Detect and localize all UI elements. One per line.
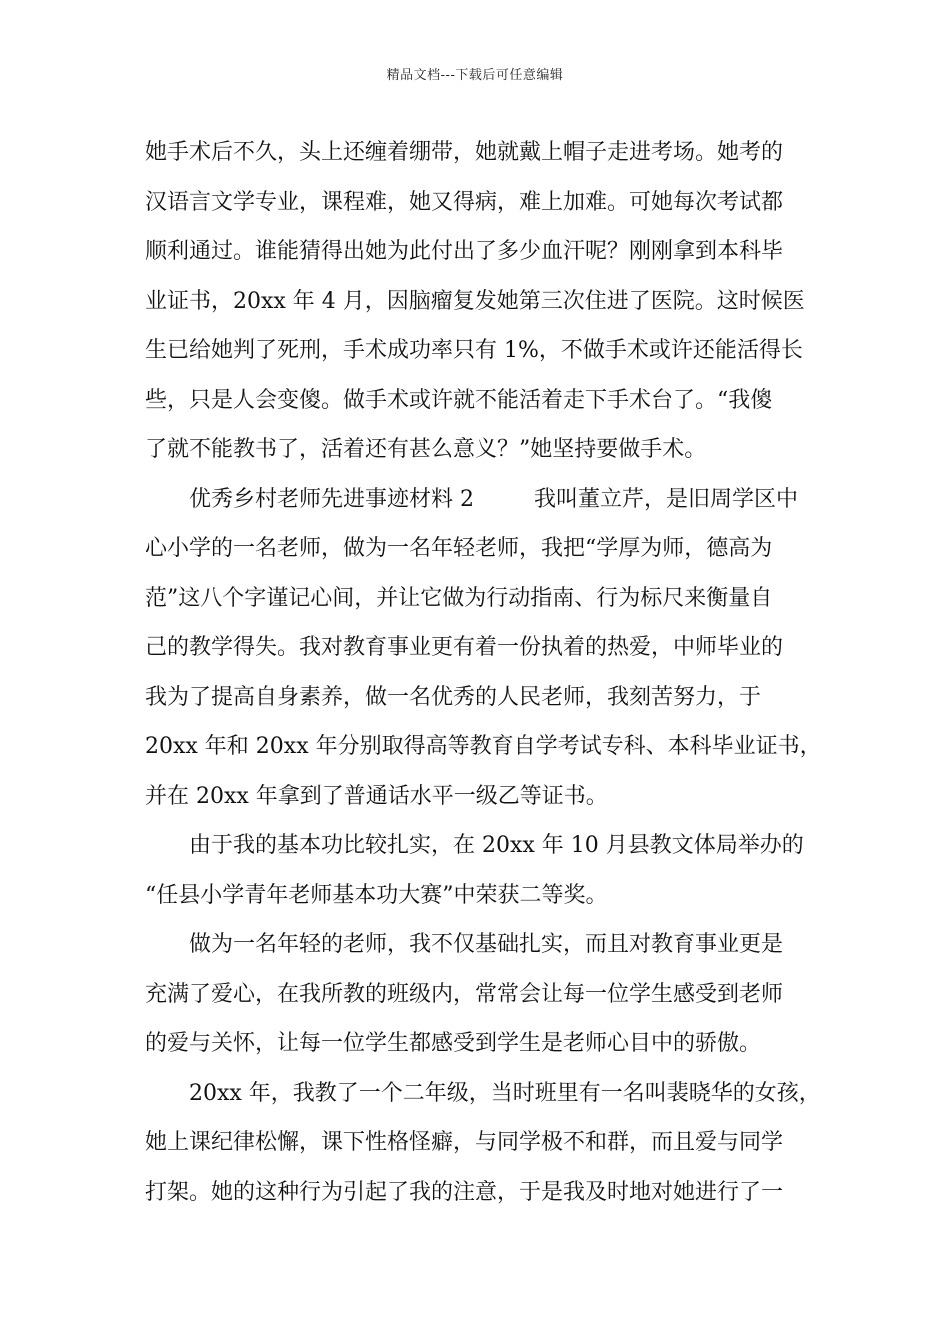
text-line: “任县小学青年老师基本功大赛”中荣获二等奖。 (145, 882, 608, 908)
text-line: 她手术后不久，头上还缠着绷带，她就戴上帽子走进考场。她考的 (145, 140, 784, 165)
text-line: 的爱与关怀，让每一位学生都感受到学生是老师心目中的骄傲。 (145, 1031, 762, 1056)
paragraph-1 (145, 128, 809, 475)
paragraph-2 (145, 475, 822, 822)
text-line: 打架。她的这种行为引起了我的注意，于是我及时地对她进行了一 (145, 1179, 784, 1205)
text-line: 由于我的基本功比较扎实，在 20xx 年 10 月县教文体局举办的 (189, 833, 804, 858)
text-line: 生已给她判了死刑，手术成功率只有 1%，不做手术或许还能活得长 (145, 338, 803, 363)
paragraph-4 (145, 920, 809, 1069)
text-line: 汉语言文学专业，课程难，她又得病，难上加难。可她每次考试都 (145, 189, 784, 215)
text-line: 做为一名年轻的老师，我不仅基础扎实，而且对教育事业更是 (189, 932, 784, 957)
paragraph-3 (145, 821, 809, 920)
text-line: 并在 20xx 年拿到了普通话水平一级乙等证书。 (145, 783, 608, 809)
page-header: 精品文档---下载后可任意编辑 (386, 68, 564, 83)
text-line: 了就不能教书了，活着还有甚么意义？”她坚持要做手术。 (145, 437, 707, 462)
text-line: 业证书，20xx 年 4 月，因脑瘤复发她第三次住进了医院。这时候医 (145, 288, 805, 314)
text-line: 己的教学得失。我对教育事业更有着一份执着的热爱，中师毕业的 (145, 635, 784, 660)
text-line: 20xx 年，我教了一个二年级，当时班里有一名叫裴晓华的女孩， (189, 1080, 821, 1106)
text-line: 我为了提高自身素养，做一名优秀的人民老师，我刻苦努力，于 (145, 684, 762, 710)
document-body (145, 128, 822, 1217)
section-heading: 优秀乡村老师先进事迹材料 2 (189, 486, 474, 512)
text-line (145, 475, 809, 525)
text-line: 范”这八个字谨记心间，并让它做为行动指南、行为标尺来衡量自 (145, 585, 773, 611)
text-line: 她上课纪律松懈，课下性格怪癖，与同学极不和群，而且爱与同学 (145, 1130, 784, 1155)
text-line: 20xx 年和 20xx 年分别取得高等教育自学考试专科、本科毕业证书， (145, 734, 822, 759)
text-line-inline: 我叫董立芹，是旧周学区中 (534, 486, 799, 512)
paragraph-5 (145, 1069, 821, 1218)
text-line: 心小学的一名老师，做为一名年轻老师，我把“学厚为师，德高为 (145, 536, 773, 561)
text-line: 充满了爱心，在我所教的班级内，常常会让每一位学生感受到老师 (145, 981, 784, 1007)
text-line: 些，只是人会变傻。做手术或许就不能活着走下手术台了。“我傻 (145, 387, 773, 413)
text-line: 顺利通过。谁能猜得出她为此付出了多少血汗呢？刚刚拿到本科毕 (145, 239, 784, 264)
